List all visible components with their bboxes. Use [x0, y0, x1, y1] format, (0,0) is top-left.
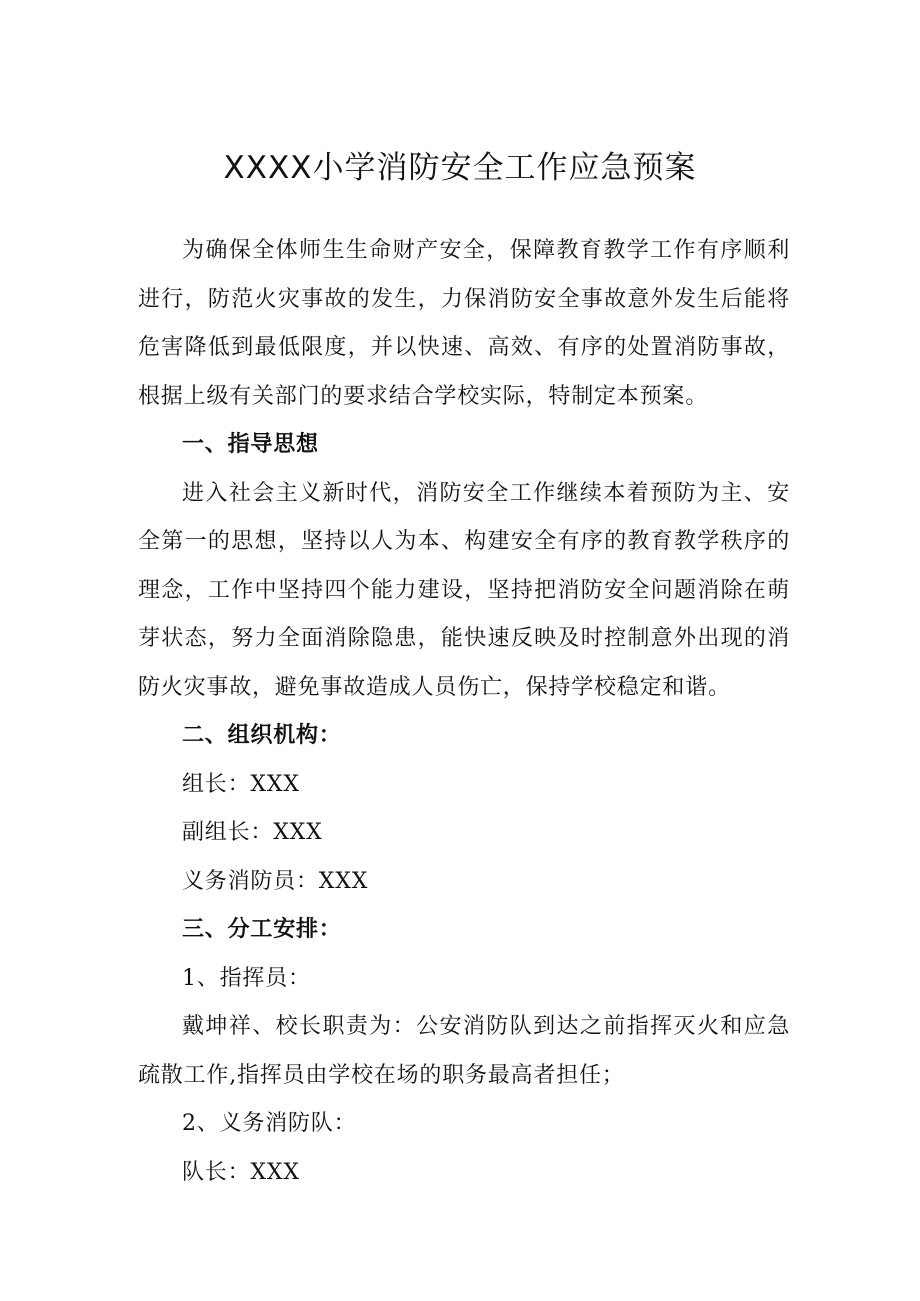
division-item1-text: 戴坤祥、校长职责为：公安消防队到达之前指挥灭火和应急疏散工作,指挥员由学校在场的职务最高者担任；: [138, 1014, 790, 1088]
org-deputy-line: 副组长：XXX: [182, 820, 323, 845]
document-title: XXXX小学消防安全工作应急预案: [223, 149, 697, 186]
org-firefighter-line: 义务消防员：XXX: [182, 868, 369, 894]
guiding-paragraph: 进入社会主义新时代，消防安全工作继续本着预防为主、安全第一的思想，坚持以人为本、构建安全有序的教育教学秩序的理念，工作中坚持四个能力建设，坚持把消防安全问题消除在萌芽状态，努力全面消除隐患，能快速反映及时控制意外出现的消防火灾事故，避免事故造成人员伤亡，保持学校稳定和谐。: [138, 480, 790, 700]
division-item1-title: 1、指挥员：: [182, 965, 311, 991]
section-heading-division: 三、分工安排：: [182, 917, 342, 942]
intro-paragraph: 为确保全体师生生命财产安全，保障教育教学工作有序顺利进行，防范火灾事故的发生，力保消防安全事故意外发生后能将危害降低到最低限度，并以快速、高效、有序的处置消防事故，根据上级有关部门的要求结合学校实际，特制定本预案。: [138, 238, 790, 409]
section-heading-guiding: 一、指导思想: [182, 432, 319, 457]
division-item2-captain: 队长：XXX: [182, 1159, 300, 1185]
section-heading-organization: 二、组织机构：: [182, 723, 342, 748]
document-body: [138, 227, 790, 1197]
division-item2-title: 2、义务消防队：: [182, 1111, 357, 1136]
org-leader-line: 组长：XXX: [182, 771, 300, 797]
